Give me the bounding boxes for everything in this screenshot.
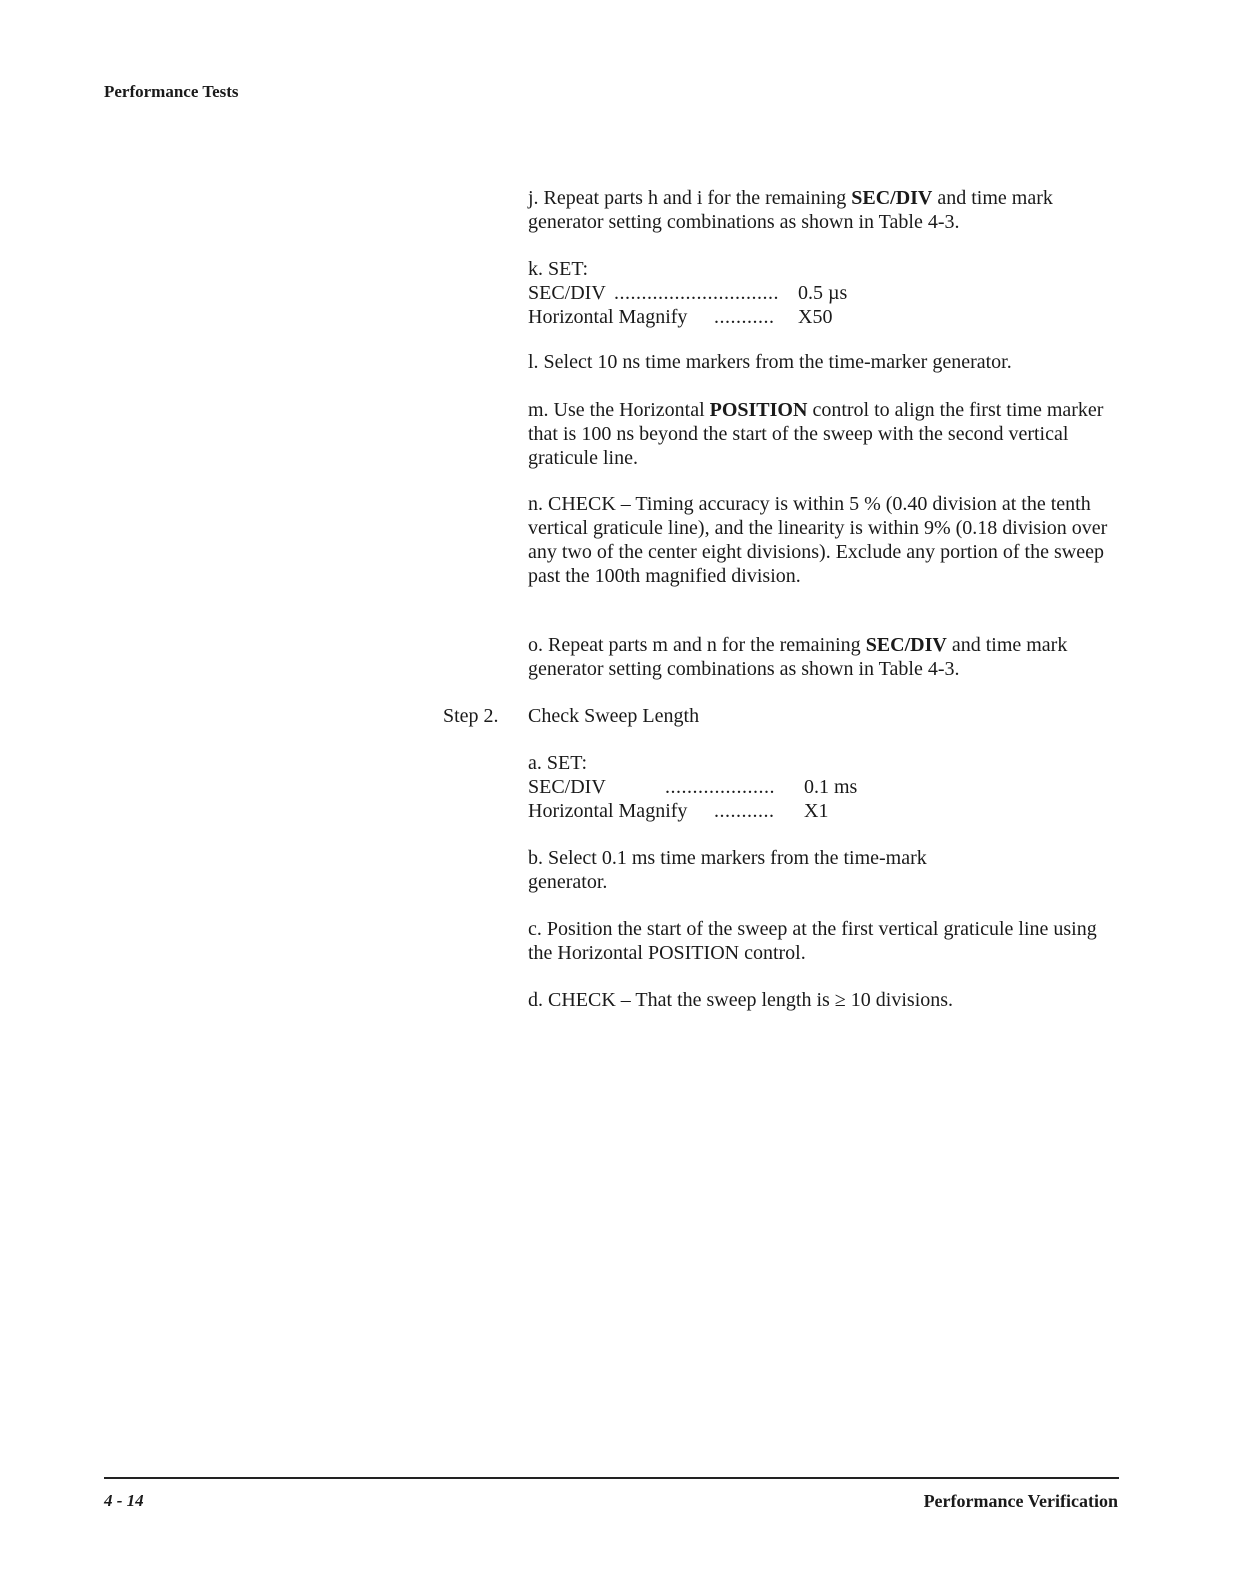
step-o bbox=[528, 633, 1118, 681]
setting-value: X1 bbox=[804, 800, 829, 822]
step-k bbox=[528, 257, 1118, 329]
step-o-bold: SEC/DIV bbox=[865, 634, 947, 656]
step-j-bold: SEC/DIV bbox=[851, 187, 933, 209]
setting-value: 0.1 ms bbox=[804, 776, 858, 798]
setting-label: Horizontal Magnify bbox=[528, 800, 688, 822]
leader-dots: .............................. bbox=[614, 282, 779, 304]
step2-b: b. Select 0.1 ms time markers from the time-mark generator. bbox=[528, 847, 927, 893]
setting-value: 0.5 µs bbox=[798, 282, 848, 304]
step-j bbox=[528, 186, 1118, 234]
setting-label: Horizontal Magnify bbox=[528, 306, 688, 328]
page-number: 4 - 14 bbox=[104, 1491, 144, 1510]
step-o-prefix: o. Repeat parts m and n for the remaining bbox=[528, 634, 866, 656]
step2-a bbox=[528, 751, 1118, 823]
step2-a-heading: a. SET: bbox=[528, 752, 587, 774]
step-k-heading: k. SET: bbox=[528, 258, 589, 280]
setting-row bbox=[528, 775, 1118, 799]
step-m-suffix: control to align the first time marker that is 100 ns beyond the start of the sweep with the second vertical graticule line. bbox=[528, 399, 1104, 469]
step-m-bold: POSITION bbox=[709, 399, 808, 421]
step-j-suffix: and time mark generator setting combinations as shown in Table 4-3. bbox=[528, 187, 1053, 233]
step2-label: Step 2. bbox=[443, 705, 499, 727]
step-j-prefix: j. Repeat parts h and i for the remaining bbox=[528, 187, 852, 209]
setting-value: X50 bbox=[798, 306, 833, 328]
step-m-prefix: m. Use the Horizontal bbox=[528, 399, 710, 421]
step2-c: c. Position the start of the sweep at the first vertical graticule line using the Horizontal POSITION control. bbox=[528, 918, 1097, 964]
setting-label: SEC/DIV bbox=[528, 776, 606, 798]
step-l: l. Select 10 ns time markers from the time-marker generator. bbox=[528, 351, 1012, 373]
step-o-suffix: and time mark generator setting combinations as shown in Table 4-3. bbox=[528, 634, 1068, 680]
running-header: Performance Tests bbox=[104, 82, 239, 101]
setting-row bbox=[528, 281, 1118, 305]
setting-row bbox=[528, 305, 1118, 329]
leader-dots: ........... bbox=[714, 800, 775, 822]
step-n: n. CHECK – Timing accuracy is within 5 % (0.40 division at the tenth vertical graticule line), and the linearity is within 9% (0.18 division over any two of the center eight divisions). Exclude any portion of the sweep past the 100th magnified division. bbox=[528, 493, 1108, 587]
leader-dots: .................... bbox=[665, 776, 775, 798]
step2-d: d. CHECK – That the sweep length is ≥ 10 divisions. bbox=[528, 989, 954, 1011]
setting-row bbox=[528, 799, 1118, 823]
leader-dots: ........... bbox=[714, 306, 775, 328]
step2-title: Check Sweep Length bbox=[528, 705, 700, 727]
footer-rule bbox=[104, 1477, 1119, 1479]
setting-label: SEC/DIV bbox=[528, 282, 606, 304]
footer-section-title: Performance Verification bbox=[923, 1491, 1118, 1511]
step-m bbox=[528, 398, 1118, 470]
